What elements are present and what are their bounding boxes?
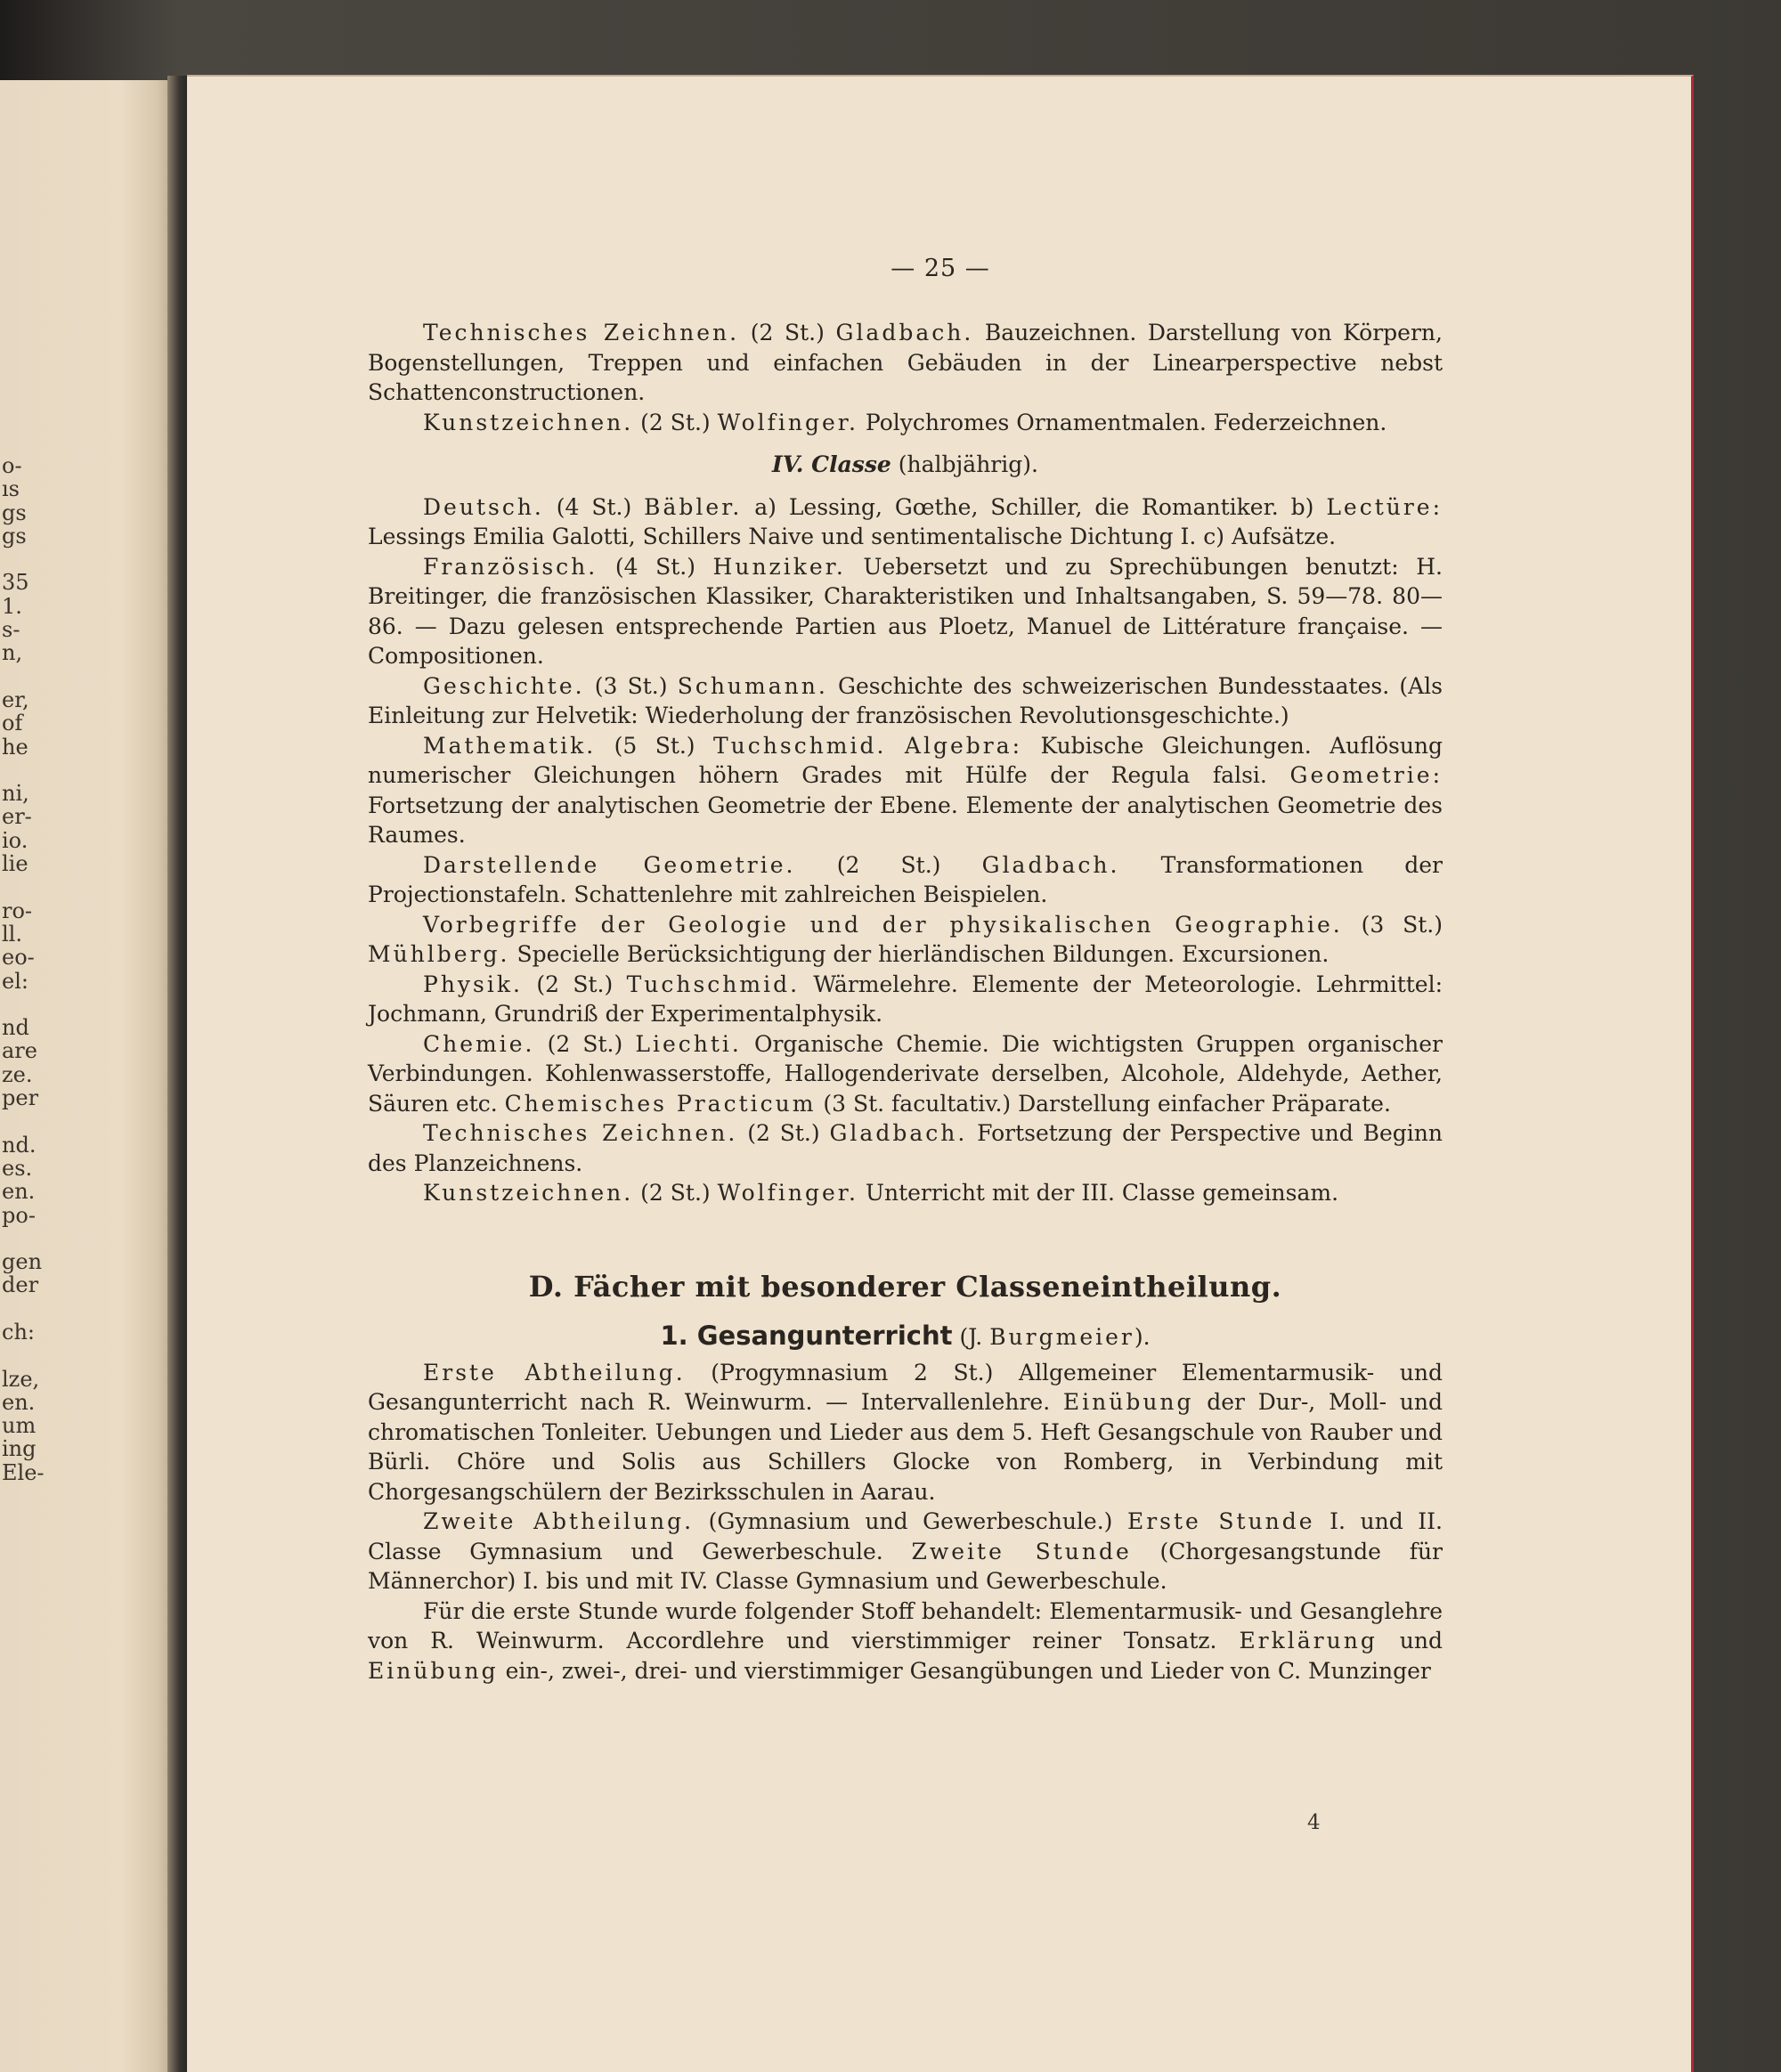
previous-page-fragment: el: <box>2 968 28 994</box>
previous-page-fragment: eo- <box>2 945 35 971</box>
previous-page-fragment: ni, <box>2 781 29 807</box>
previous-page-fragment: s- <box>2 617 20 643</box>
previous-page-fragment <box>2 548 171 571</box>
previous-page-fragment: gs <box>2 523 27 548</box>
paragraph-erste-stunde-stoff: Für die erste Stunde wurde folgender Stoff behandelt: Elementarmusik- und Gesanglehre von R. Weinwurm. Accordlehre und vierstimmiger reiner Tonsatz. Erklärung und Einübung ein-, zwei-, drei- und vierstimmiger Gesangübungen und Lieder von C. Munzinger <box>368 1597 1443 1684</box>
previous-page-fragment <box>2 1344 171 1367</box>
previous-page-fragment: o- <box>2 453 22 478</box>
previous-page-fragment: per <box>2 1085 39 1111</box>
section-d-heading: D. Fächer mit besonderer Classeneintheilung. <box>528 1269 1282 1304</box>
previous-page-fragment: lze, <box>2 1366 40 1392</box>
previous-page-fragment: en. <box>2 1389 36 1415</box>
previous-page-fragment: 35 <box>2 570 29 596</box>
previous-page-fragment: es. <box>2 1155 33 1181</box>
paragraph-technisches-zeichnen-iii: Technisches Zeichnen. (2 St.) Gladbach. Bauzeichnen. Darstellung von Körpern, Bogenstellungen, Treppen und einfachen Gebäuden in der Linearperspective nebst Schattenconstructionen. <box>368 320 1443 405</box>
previous-page-fragment <box>2 993 171 1016</box>
gesangunterricht-heading: 1. Gesangunterricht (J. Burgmeier). <box>660 1320 1151 1351</box>
previous-page-edge <box>0 80 174 2072</box>
previous-page-fragment <box>2 875 171 898</box>
signature-mark: 4 <box>1307 1811 1321 1834</box>
previous-page-fragment <box>2 1297 171 1320</box>
paragraph-franzoesisch: Französisch. (4 St.) Hunziker. Uebersetzt und zu Sprechübungen benutzt: H. Breitinger, die französischen Klassiker, Charakteristiken und Inhaltsangaben, S. 59—78. 80—86. — Dazu gelesen entsprechende Partien aus Ploetz, Manuel de Littérature française. — Compositionen. <box>368 553 1443 669</box>
paragraph-geschichte: Geschichte. (3 St.) Schumann. Geschichte des schweizerischen Bundesstaates. (Als Einleitung zur Helvetik: Wiederholung der französischen Revolutionsgeschichte.) <box>368 672 1443 728</box>
previous-page-fragment: ch: <box>2 1319 35 1345</box>
previous-page-fragment: 1. <box>2 593 22 619</box>
page-body <box>368 318 1443 1686</box>
book-gutter <box>167 76 187 2072</box>
paragraph-geologie-geographie: Vorbegriffe der Geologie und der physikalischen Geographie. (3 St.) Mühlberg. Specielle Berücksichtigung der hierländischen Bildungen. Excursionen. <box>368 911 1443 967</box>
paragraph-kunstzeichnen-iv: Kunstzeichnen. (2 St.) Wolfinger. Unterricht mit der III. Classe gemeinsam. <box>423 1180 1339 1206</box>
previous-page-fragment: gen <box>2 1249 43 1275</box>
previous-page-fragment: ro- <box>2 898 33 923</box>
previous-page-fragment: io. <box>2 827 28 853</box>
previous-page-fragment: er- <box>2 804 32 830</box>
previous-page-fragment: er, <box>2 687 29 712</box>
previous-page-fragment: he <box>2 734 28 760</box>
previous-page-fragment: ze. <box>2 1061 33 1087</box>
document-page <box>187 75 1694 2072</box>
previous-page-fragment: Ele- <box>2 1459 45 1485</box>
paragraph-darstellende-geometrie: Darstellende Geometrie. (2 St.) Gladbach. Transformationen der Projectionstafeln. Schattenlehre mit zahlreichen Beispielen. <box>368 851 1443 907</box>
page-number: — 25 — <box>890 255 990 282</box>
previous-page-fragment: n, <box>2 640 23 666</box>
previous-page-fragment: um <box>2 1413 37 1439</box>
paragraph-erste-abtheilung: Erste Abtheilung. (Progymnasium 2 St.) Allgemeiner Elementarmusik- und Gesangunterricht nach R. Weinwurm. — Intervallenlehre. Einübung der Dur-, Moll- und chromatischen Tonleiter. Uebungen und Lieder aus dem 5. Heft Gesangschule von Rauber und Bürli. Chöre und Solis aus Schillers Glocke von Romberg, in Verbindung mit Chorgesangschülern der Bezirksschulen in Aarau. <box>368 1359 1444 1505</box>
previous-page-fragment: ıs <box>2 476 20 502</box>
paragraph-kunstzeichnen-iii: Kunstzeichnen. (2 St.) Wolfinger. Polychromes Ornamentmalen. Federzeichnen. <box>423 409 1387 435</box>
previous-page-fragment: gs <box>2 500 27 525</box>
previous-page-fragment: ll. <box>2 921 22 947</box>
previous-page-fragment: nd <box>2 1015 29 1041</box>
previous-page-fragment: nd. <box>2 1132 37 1158</box>
classe-iv-heading: IV. Classe (halbjährig). <box>772 451 1038 477</box>
paragraph-mathematik: Mathematik. (5 St.) Tuchschmid. Algebra: Kubische Gleichungen. Auflösung numerischer Gleichungen höhern Grades mit Hülfe der Regula falsi. Geometrie: Fortsetzung der analytischen Geometrie der Ebene. Elemente der analytischen Geometrie des Raumes. <box>368 732 1444 848</box>
previous-page-fragment: are <box>2 1038 37 1064</box>
previous-page-text-fragments <box>2 454 171 1484</box>
previous-page-fragment <box>2 759 171 782</box>
previous-page-fragment: ing <box>2 1436 37 1462</box>
previous-page-fragment: po- <box>2 1202 36 1228</box>
previous-page-fragment: der <box>2 1272 39 1298</box>
previous-page-fragment: lie <box>2 851 28 877</box>
previous-page-fragment <box>2 665 171 688</box>
previous-page-fragment <box>2 1109 171 1133</box>
paragraph-zweite-abtheilung: Zweite Abtheilung. (Gymnasium und Gewerbeschule.) Erste Stunde I. und II. Classe Gymnasium und Gewerbeschule. Zweite Stunde (Chorgesangstunde für Männerchor) I. bis und mit IV. Classe Gymnasium und Gewerbeschule. <box>368 1508 1443 1594</box>
paragraph-technisches-zeichnen-iv: Technisches Zeichnen. (2 St.) Gladbach. Fortsetzung der Perspective und Beginn des Planzeichnens. <box>368 1120 1443 1176</box>
paragraph-physik: Physik. (2 St.) Tuchschmid. Wärmelehre. Elemente der Meteorologie. Lehrmittel: Jochmann, Grundriß der Experimentalphysik. <box>368 971 1444 1027</box>
previous-page-fragment <box>2 1227 171 1250</box>
paragraph-chemie: Chemie. (2 St.) Liechti. Organische Chemie. Die wichtigsten Gruppen organischer Verbindungen. Kohlenwasserstoffe, Hallogenderivate derselben, Alcohole, Aldehyde, Aether, Säuren etc. Chemisches Practicum (3 St. facultativ.) Darstellung einfacher Präparate. <box>368 1030 1443 1117</box>
paragraph-deutsch: Deutsch. (4 St.) Bäbler. a) Lessing, Gœthe, Schiller, die Romantiker. b) Lectüre: Lessings Emilia Galotti, Schillers Naive und sentimentalische Dichtung I. c) Aufsätze. <box>368 493 1444 549</box>
previous-page-fragment: en. <box>2 1179 36 1205</box>
previous-page-fragment: of <box>2 711 23 736</box>
